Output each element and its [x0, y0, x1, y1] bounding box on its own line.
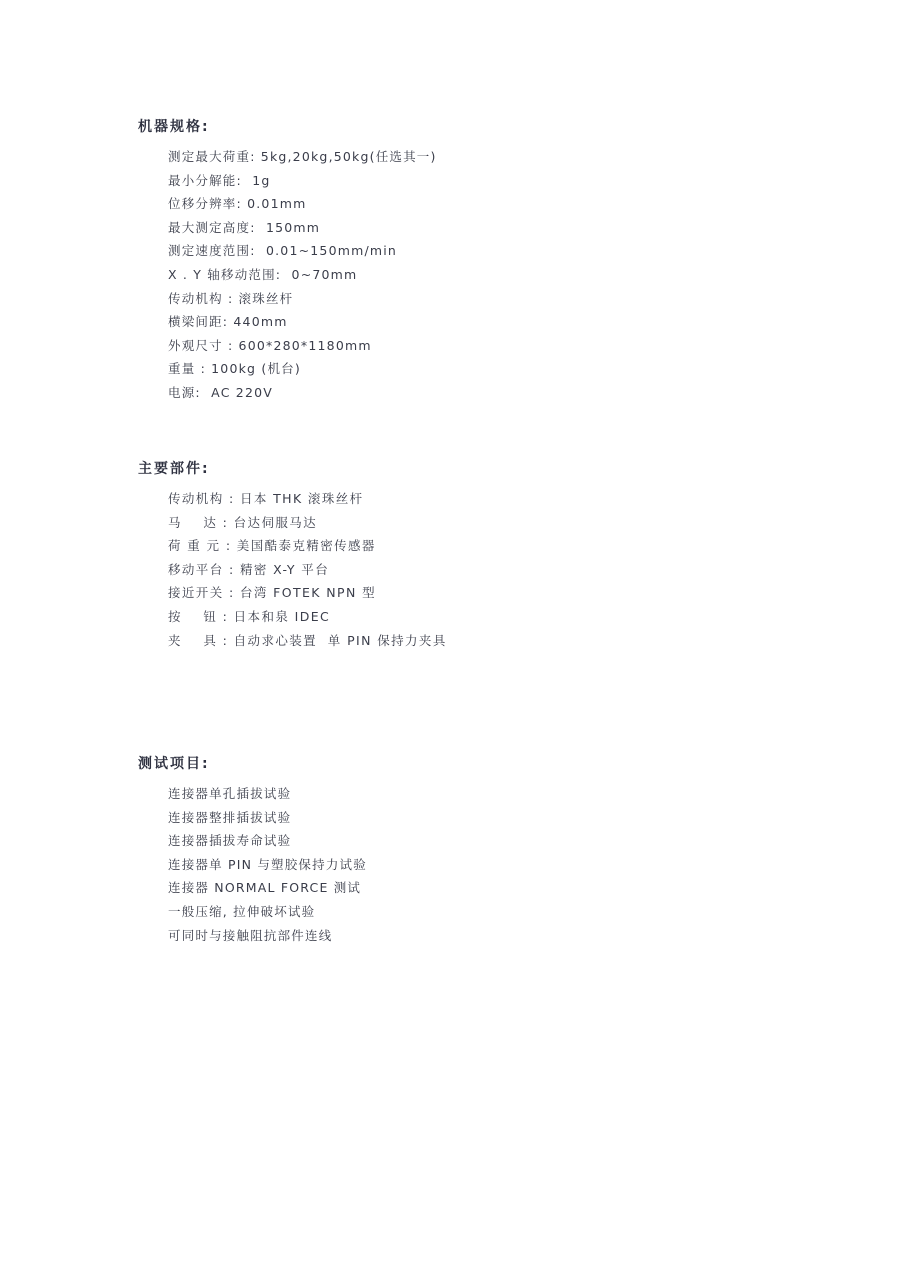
part-drive-mechanism: 传动机构 : 日本 THK 滚珠丝杆 — [168, 491, 364, 506]
spec-power: 电源: AC 220V — [168, 384, 274, 400]
test-items-title: 测试项目: — [138, 756, 210, 772]
spec-max-height: 最大测定高度: 150mm — [168, 219, 321, 235]
spec-drive-mechanism: 传动机构 : 滚珠丝杆 — [168, 290, 294, 306]
main-parts-title: 主要部件: — [138, 461, 210, 477]
test-full-row-insertion: 连接器整排插拔试验 — [168, 809, 292, 825]
spec-dimensions: 外观尺寸 : 600*280*1180mm — [168, 337, 372, 353]
spec-min-resolution: 最小分解能: 1g — [168, 172, 271, 188]
spec-displacement-resolution: 位移分辨率: 0.01mm — [168, 196, 307, 212]
test-items-list — [168, 782, 838, 947]
spec-xy-travel: X . Y 轴移动范围: 0~70mm — [168, 266, 358, 282]
test-compression-tensile: 一般压缩, 拉伸破坏试验 — [168, 903, 316, 919]
spec-beam-spacing: 横梁间距: 440mm — [168, 314, 288, 330]
test-contact-resistance-link: 可同时与接触阻抗部件连线 — [168, 927, 333, 943]
spec-max-load: 测定最大荷重: 5kg,20kg,50kg(任选其一) — [168, 149, 437, 164]
spec-weight: 重量 : 100kg (机台) — [168, 361, 301, 377]
part-moving-platform: 移动平台 : 精密 X-Y 平台 — [168, 561, 330, 577]
part-load-cell: 荷 重 元 : 美国酷泰克精密传感器 — [168, 538, 376, 554]
main-parts-section — [138, 457, 838, 652]
test-items-section — [138, 752, 838, 947]
part-motor: 马 达 : 台达伺服马达 — [168, 514, 318, 530]
test-pin-retention: 连接器单 PIN 与塑胶保持力试验 — [168, 856, 367, 872]
test-normal-force: 连接器 NORMAL FORCE 测试 — [168, 880, 362, 896]
machine-specs-list — [168, 145, 838, 405]
test-insertion-life: 连接器插拔寿命试验 — [168, 833, 292, 849]
part-proximity-switch: 接近开关 : 台湾 FOTEK NPN 型 — [168, 585, 376, 601]
part-fixture: 夹 具 : 自动求心装置 单 PIN 保持力夹具 — [168, 632, 447, 648]
main-parts-list — [168, 487, 838, 652]
machine-specs-title: 机器规格: — [138, 119, 210, 135]
test-single-hole-insertion: 连接器单孔插拔试验 — [168, 786, 292, 801]
part-button: 按 钮 : 日本和泉 IDEC — [168, 608, 331, 624]
spec-speed-range: 测定速度范围: 0.01~150mm/min — [168, 243, 398, 259]
machine-specs-section — [138, 115, 838, 405]
